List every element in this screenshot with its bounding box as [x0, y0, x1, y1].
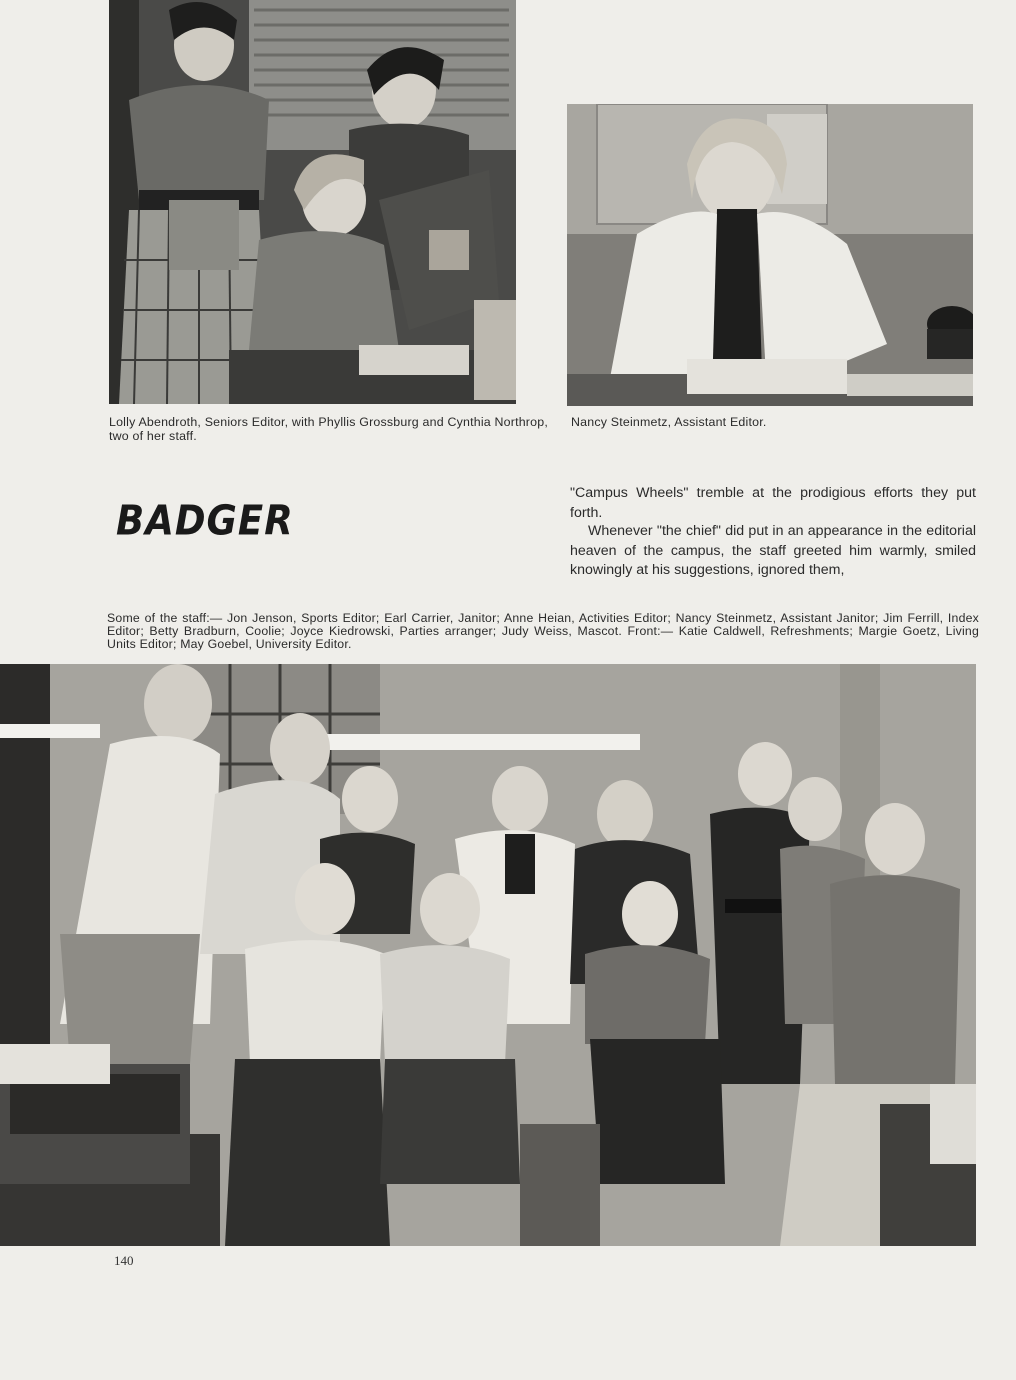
staff-group-caption: Some of the staff:— Jon Jenson, Sports Editor; Earl Carrier, Janitor; Anne Heian, Activities Editor; Nancy Steinmetz, Assistant Janitor; Jim Ferrill, Index Editor; Betty Bradburn, Coolie; Joyce Kiedrowski, Parties arranger; Judy Weiss, Mascot. Front:— Katie Caldwell, Refreshments; Margie Goetz, Living Units Editor; May Goebel, University Editor. — [107, 611, 979, 651]
assistant-editor-caption: Nancy Steinmetz, Assistant Editor. — [571, 415, 767, 429]
body-paragraph-2: Whenever "the chief" did put in an appearance in the editorial heaven of the campus, the staff greeted him warmly, smiled knowingly at his suggestions, ignored them, — [570, 523, 976, 578]
page-number: 140 — [114, 1253, 134, 1268]
photo-illustration — [109, 0, 516, 404]
seniors-editor-caption: Lolly Abendroth, Seniors Editor, with Phyllis Grossburg and Cynthia Northrop, two of her staff. — [109, 415, 548, 443]
staff-photo-assistant-editor — [567, 104, 973, 406]
photo-illustration — [567, 104, 973, 406]
staff-photo-seniors-editor — [109, 0, 516, 404]
photo-illustration — [0, 664, 976, 1246]
section-heading: BADGER — [116, 496, 294, 545]
body-paragraph-1: "Campus Wheels" tremble at the prodigious efforts they put forth. — [570, 485, 976, 521]
staff-group-photo — [0, 664, 976, 1246]
